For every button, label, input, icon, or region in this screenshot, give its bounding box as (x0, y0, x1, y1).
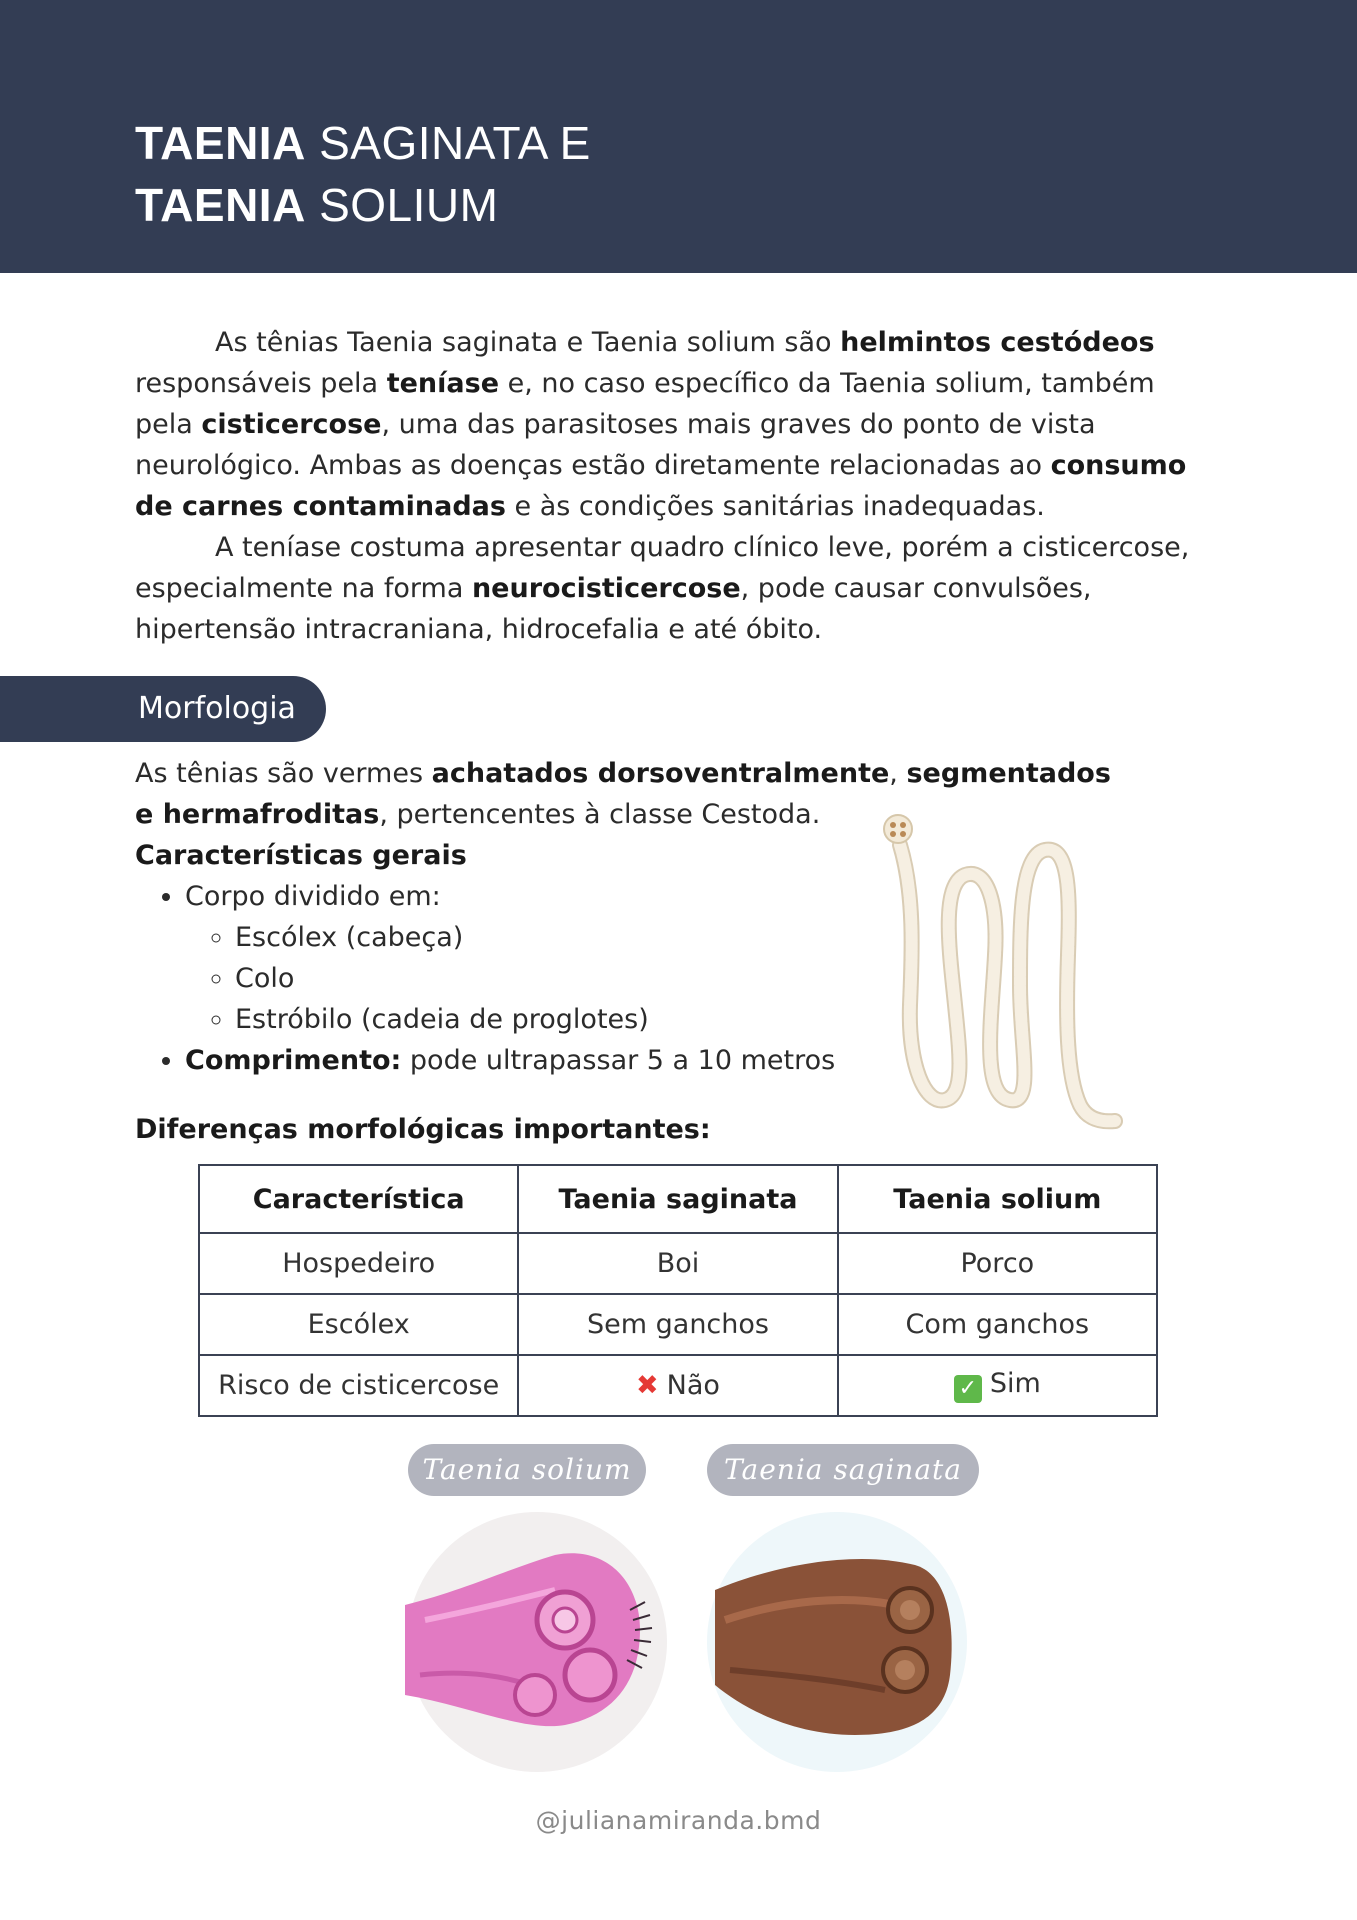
intro-paragraph-1: As tênias Taenia saginata e Taenia solium são helmintos cestódeos responsáveis pela teníase e, no caso específico da Taenia solium, também pela cisticercose, uma das parasitoses mais graves do ponto de vista neurológico. Ambas as doenças estão diretamente relacionadas ao consumo de carnes contaminadas e às condições sanitárias inadequadas. (135, 327, 1187, 522)
header-cell: Característica (199, 1165, 518, 1233)
check-mark-icon: ✓ (954, 1375, 982, 1403)
table-cell: Risco de cisticercose (199, 1355, 518, 1416)
table-cell: ✖ Não (518, 1355, 837, 1416)
intro-text (135, 322, 1210, 650)
image-label-taenia-saginata: Taenia saginata (707, 1444, 979, 1496)
table-cell: Com ganchos (838, 1294, 1157, 1355)
table-cell: Sem ganchos (518, 1294, 837, 1355)
taenia-saginata-scolex-image (705, 1510, 969, 1774)
table-header-row (199, 1165, 1157, 1233)
table-row (199, 1355, 1157, 1416)
title-line1-bold: TAENIA (135, 117, 306, 169)
table-cell: Boi (518, 1233, 837, 1294)
differences-title: Diferenças morfológicas importantes: (135, 1114, 711, 1145)
taenia-solium-scolex-image (405, 1510, 669, 1774)
list-item: • Corpo dividido em: ◦ Escólex (cabeça) ◦ Colo ◦ Estróbilo (cadeia de proglotes) (185, 876, 1135, 1040)
table-row (199, 1294, 1157, 1355)
list-item: ◦ Escólex (cabeça) (235, 917, 1135, 958)
header-cell: Taenia solium (838, 1165, 1157, 1233)
cross-mark-icon: ✖ (636, 1370, 659, 1401)
title-line2-bold: TAENIA (135, 179, 306, 231)
table-row (199, 1233, 1157, 1294)
page-header (0, 0, 1357, 273)
title-line2-rest: SOLIUM (305, 179, 499, 231)
header-cell: Taenia saginata (518, 1165, 837, 1233)
comparison-table (198, 1164, 1158, 1417)
image-label-taenia-solium: Taenia solium (408, 1444, 646, 1496)
list-item: ◦ Colo (235, 958, 1135, 999)
section-heading-morfologia: Morfologia (0, 676, 326, 742)
title-line1-rest: SAGINATA E (305, 117, 591, 169)
table-cell: ✓ Sim (838, 1355, 1157, 1416)
table-cell: Porco (838, 1233, 1157, 1294)
general-characteristics-heading: Características gerais (135, 840, 467, 871)
list-item: ◦ Estróbilo (cadeia de proglotes) (235, 999, 1135, 1040)
table-cell: Hospedeiro (199, 1233, 518, 1294)
page-title (135, 112, 591, 236)
tapeworm-illustration (870, 805, 1130, 1135)
intro-paragraph-2: A teníase costuma apresentar quadro clínico leve, porém a cisticercose, especialmente na forma neurocisticercose, pode causar convulsões, hipertensão intracraniana, hidrocefalia e até óbito. (135, 532, 1190, 645)
list-item: • Comprimento: pode ultrapassar 5 a 10 metros (185, 1040, 1135, 1081)
author-handle: @julianamiranda.bmd (535, 1806, 822, 1835)
morphology-intro: As tênias são vermes achatados dorsoventralmente, segmentados e hermafroditas, pertencentes à classe Cestoda. (135, 758, 1111, 830)
table-cell: Escólex (199, 1294, 518, 1355)
